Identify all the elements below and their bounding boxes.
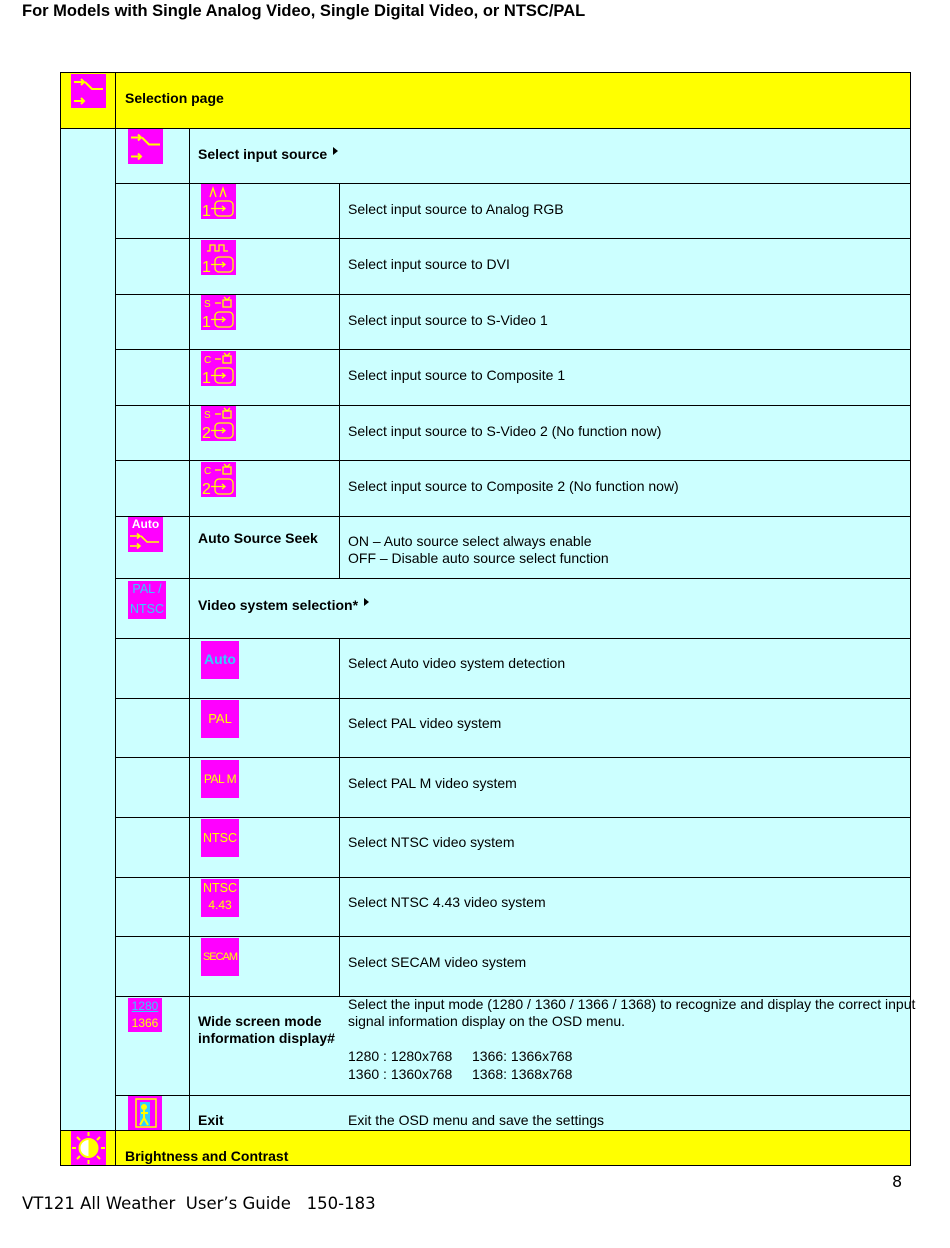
sun-icon <box>71 1131 106 1165</box>
auto-source-seek-icon: Auto <box>128 517 163 552</box>
mode-1360: 1360 : 1360x768 <box>348 1066 453 1082</box>
auto-seek-on-description: ON – Auto source select always enable <box>348 533 592 549</box>
exit-title: Exit <box>198 1112 224 1128</box>
wide-screen-title-line1: Wide screen mode <box>198 1013 322 1029</box>
pal-m-icon: PAL M <box>201 760 239 798</box>
svg-text:C: C <box>204 355 212 366</box>
svg-text:1: 1 <box>202 259 211 275</box>
svg-text:S: S <box>204 299 211 310</box>
menu-rows-background <box>60 128 911 1130</box>
video-system-icon: PAL / NTSC <box>128 581 166 619</box>
selection-page-title: Selection page <box>125 90 224 106</box>
analog-rgb-icon <box>201 184 236 219</box>
s-video-icon <box>201 406 236 441</box>
video-system-title: Video system selection* <box>198 597 369 614</box>
composite-icon <box>201 462 236 497</box>
page-number: 8 <box>892 1172 903 1191</box>
svideo2-description: Select input source to S-Video 2 (No function now) <box>348 423 662 439</box>
wide-screen-description-line1: Select the input mode (1280 / 1360 / 1366 / 1368) to recognize and display the correct input <box>348 996 916 1012</box>
svideo1-description: Select input source to S-Video 1 <box>348 312 548 328</box>
svg-text:S: S <box>204 410 211 421</box>
brightness-contrast-title: Brightness and Contrast <box>125 1148 289 1164</box>
input-select-icon <box>71 74 106 108</box>
auto-source-seek-title: Auto Source Seek <box>198 530 318 546</box>
s-video-icon <box>201 295 236 330</box>
auto-video-description: Select Auto video system detection <box>348 655 566 671</box>
svg-text:1: 1 <box>202 203 211 219</box>
dvi-icon <box>201 240 236 275</box>
submenu-arrow-icon <box>333 147 338 155</box>
pal-description: Select PAL video system <box>348 715 502 731</box>
select-input-source-title: Select input source <box>198 146 338 163</box>
ntsc-443-icon: NTSC 4.43 <box>201 879 239 917</box>
input-select-icon <box>128 129 163 164</box>
page-title: For Models with Single Analog Video, Single Digital Video, or NTSC/PAL <box>22 2 586 20</box>
svg-text:2: 2 <box>202 425 211 441</box>
pal-m-description: Select PAL M video system <box>348 775 517 791</box>
mode-1280: 1280 : 1280x768 <box>348 1048 453 1064</box>
composite2-description: Select input source to Composite 2 (No function now) <box>348 478 679 494</box>
footer-document-title: VT121 All Weather User’s Guide 150-183 <box>22 1194 376 1213</box>
ntsc-description: Select NTSC video system <box>348 834 515 850</box>
exit-description: Exit the OSD menu and save the settings <box>348 1112 605 1128</box>
composite-icon <box>201 351 236 386</box>
mode-1368: 1368: 1368x768 <box>472 1066 573 1082</box>
svg-text:1: 1 <box>202 370 211 386</box>
svg-text:1: 1 <box>202 314 211 330</box>
exit-door-icon <box>128 1096 162 1130</box>
composite1-description: Select input source to Composite 1 <box>348 367 566 383</box>
secam-icon: SECAM <box>201 938 239 976</box>
auto-seek-off-description: OFF – Disable auto source select function <box>348 550 609 566</box>
wide-screen-description-line2: signal information display on the OSD menu. <box>348 1013 626 1029</box>
wide-screen-title-line2: information display# <box>198 1030 335 1046</box>
dvi-description: Select input source to DVI <box>348 256 510 272</box>
analog-rgb-description: Select input source to Analog RGB <box>348 201 564 217</box>
submenu-arrow-icon <box>364 598 369 606</box>
svg-text:2: 2 <box>202 481 211 497</box>
pal-icon: PAL <box>201 700 239 738</box>
ntsc-443-description: Select NTSC 4.43 video system <box>348 894 546 910</box>
svg-text:C: C <box>204 466 212 477</box>
secam-description: Select SECAM video system <box>348 954 527 970</box>
mode-1366: 1366: 1366x768 <box>472 1048 573 1064</box>
ntsc-icon: NTSC <box>201 819 239 857</box>
auto-video-system-icon: Auto <box>201 641 239 679</box>
wide-screen-mode-icon: 1280 1366 <box>128 998 162 1032</box>
